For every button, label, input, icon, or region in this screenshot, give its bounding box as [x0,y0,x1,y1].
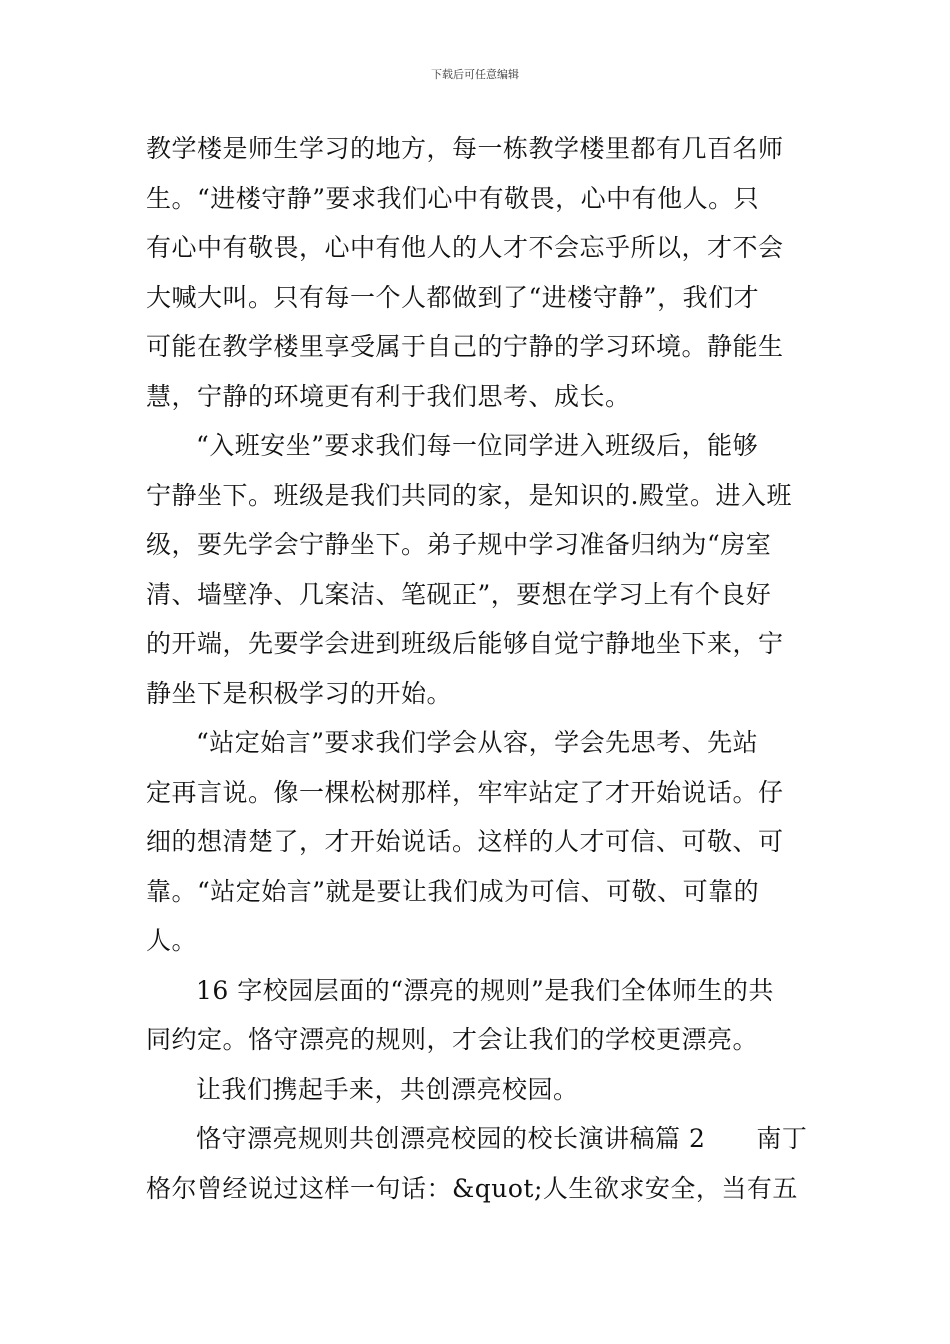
text-line: 清、墙壁净、几案洁、笔砚正”，要想在学习上有个良好 [146,579,772,609]
text-line: 静坐下是积极学习的开始。 [146,678,453,708]
text-line: 宁静坐下。班级是我们共同的家，是知识的.殿堂。进入班 [146,480,792,510]
paragraph [146,421,810,718]
text-line: “入班安坐”要求我们每一位同学进入班级后，能够 [196,431,759,460]
text-line: 大喊大叫。只有每一个人都做到了“进楼守静”，我们才 [146,282,760,312]
paragraph [146,966,810,1065]
text-line: 有心中有敬畏，心中有他人的人才不会忘乎所以，才不会 [146,233,784,262]
text-line: 定再言说。像一棵松树那样，牢牢站定了才开始说话。仔 [146,777,784,807]
text-line: 细的想清楚了，才开始说话。这样的人才可信、可敬、可 [146,827,784,856]
text-line: 靠。“站定始言”就是要让我们成为可信、可敬、可靠的 [146,876,760,906]
text-line: 生。“进楼守静”要求我们心中有敬畏，心中有他人。只 [146,183,760,213]
page-header: 下载后可任意编辑 [431,68,519,81]
text-line: 恪守漂亮规则共创漂亮校园的校长演讲稿篇 2 南丁 [196,1124,808,1153]
paragraph [146,124,810,421]
text-line: 教学楼是师生学习的地方，每一栋教学楼里都有几百名师 [146,134,784,163]
text-line: 级，要先学会宁静坐下。弟子规中学习准备归纳为“房室 [146,530,772,559]
text-line: 格尔曾经说过这样一句话：&quot;人生欲求安全，当有五 [146,1173,798,1203]
paragraph [146,718,810,966]
document-body [146,124,810,1213]
text-line: 16 字校园层面的“漂亮的规则”是我们全体师生的共 [196,975,774,1005]
text-line: 同约定。恪守漂亮的规则，才会让我们的学校更漂亮。 [146,1025,759,1054]
paragraph [146,1065,810,1115]
text-line: “站定始言”要求我们学会从容，学会先思考、先站 [196,728,759,757]
text-line: 人。 [146,926,198,955]
text-line: 慧，宁静的环境更有利于我们思考、成长。 [146,381,631,411]
text-line: 的开端，先要学会进到班级后能够自觉宁静地坐下来，宁 [146,629,784,658]
paragraph [146,1114,810,1213]
text-line: 可能在教学楼里享受属于自己的宁静的学习环境。静能生 [146,332,784,361]
text-line: 让我们携起手来，共创漂亮校园。 [196,1074,579,1104]
